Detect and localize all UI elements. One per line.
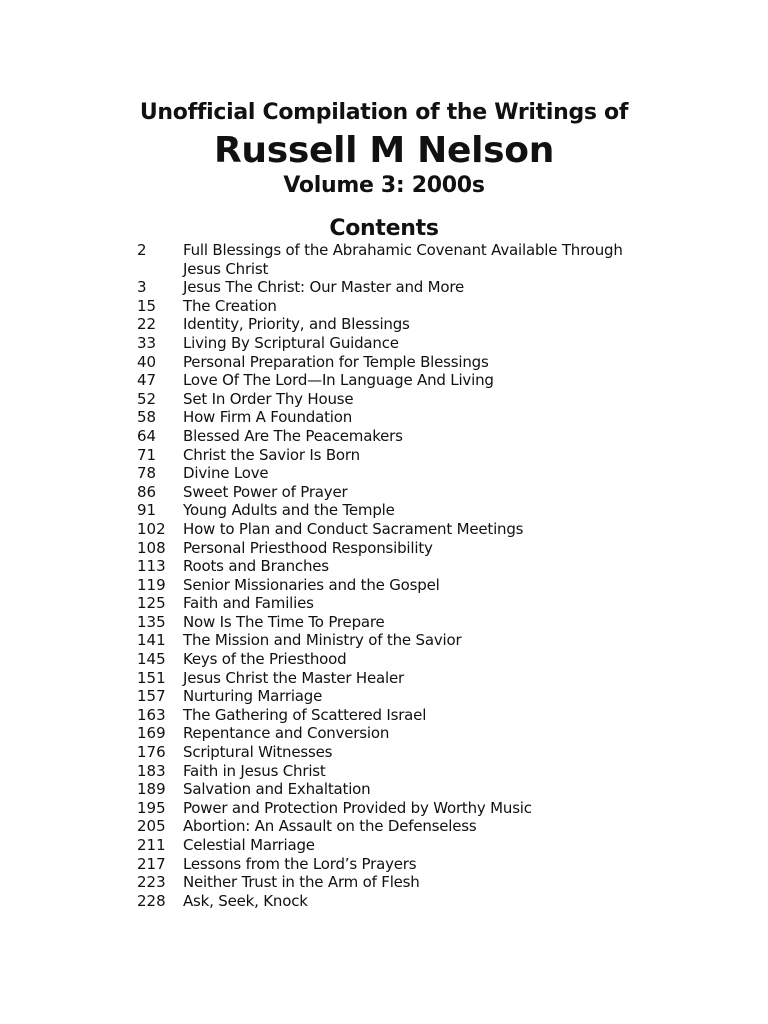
toc-entry (137, 762, 657, 781)
toc-entry-title: Christ the Savior Is Born (183, 445, 360, 464)
toc-page-number: 2 (137, 241, 147, 259)
toc-entry-title: Blessed Are The Peacemakers (183, 426, 403, 445)
toc-entry-title: Jesus The Christ: Our Master and More (183, 278, 465, 297)
toc-page-number: 102 (137, 519, 166, 538)
toc-page-number: 108 (137, 538, 166, 557)
toc-entry (137, 576, 657, 595)
toc-entry (137, 724, 657, 743)
toc-page-number: 119 (137, 575, 166, 594)
toc-entry-title: Full Blessings of the Abrahamic Covenant Available Through Jesus Christ (183, 241, 623, 278)
toc-entry (137, 631, 657, 650)
toc-entry-title: Scriptural Witnesses (183, 743, 333, 762)
toc-page-number: 52 (137, 389, 157, 408)
toc-entry-title: Nurturing Marriage (183, 687, 323, 706)
contents-heading: Contents (329, 216, 439, 241)
toc-page-number: 169 (137, 724, 166, 743)
toc-entry-title: Lessons from the Lord’s Prayers (183, 854, 417, 873)
toc-entry-title: How to Plan and Conduct Sacrament Meetings (183, 519, 524, 538)
toc-entry (137, 557, 657, 576)
toc-entry (137, 501, 657, 520)
toc-page-number: 125 (137, 594, 166, 613)
toc-entry (137, 687, 657, 706)
toc-entry-title: Identity, Priority, and Blessings (183, 315, 410, 334)
toc-page-number: 91 (137, 501, 157, 520)
toc-entry-title: Abortion: An Assault on the Defenseless (183, 817, 477, 836)
toc-entry-title: The Creation (183, 296, 277, 315)
toc-entry (137, 836, 657, 855)
toc-entry (137, 297, 657, 316)
toc-entry (137, 464, 657, 483)
toc-entry (137, 743, 657, 762)
toc-entry-title: Personal Priesthood Responsibility (183, 538, 433, 557)
toc-entry-title: Personal Preparation for Temple Blessings (183, 352, 489, 371)
toc-page-number: 151 (137, 668, 166, 687)
toc-entry (137, 520, 657, 539)
toc-page-number: 217 (137, 854, 166, 873)
toc-page-number: 183 (137, 761, 166, 780)
toc-page-number: 163 (137, 705, 166, 724)
toc-page-number: 64 (137, 426, 157, 445)
toc-entry-title: Repentance and Conversion (183, 724, 390, 743)
toc-entry-title: Divine Love (183, 464, 269, 483)
toc-entry (137, 278, 657, 297)
toc-entry-title: Faith and Families (183, 594, 314, 613)
toc-page-number: 135 (137, 612, 166, 631)
toc-entry-title: The Gathering of Scattered Israel (183, 705, 427, 724)
volume-label: Volume 3: 2000s (283, 173, 485, 198)
toc-page-number: 3 (137, 278, 147, 297)
toc-entry (137, 669, 657, 688)
toc-entry (137, 892, 657, 911)
toc-page-number: 86 (137, 482, 157, 501)
toc-page-number: 205 (137, 817, 166, 836)
toc-entry-title: Senior Missionaries and the Gospel (183, 575, 440, 594)
toc-entry (137, 539, 657, 558)
toc-entry (137, 817, 657, 836)
toc-entry-title: Celestial Marriage (183, 836, 315, 854)
toc-entry-title: Neither Trust in the Arm of Flesh (183, 873, 420, 892)
toc-entry-title: Set In Order Thy House (183, 389, 354, 408)
toc-entry (137, 650, 657, 669)
toc-entry (137, 390, 657, 409)
toc-page-number: 22 (137, 315, 157, 334)
toc-page-number: 15 (137, 296, 157, 315)
toc-entry-title: Salvation and Exhaltation (183, 780, 371, 799)
toc-page-number: 40 (137, 352, 157, 371)
toc-entry-title: Sweet Power of Prayer (183, 482, 348, 501)
toc-entry-title: Young Adults and the Temple (183, 501, 395, 520)
toc-entry (137, 780, 657, 799)
toc-entry (137, 613, 657, 632)
document-subtitle: Unofficial Compilation of the Writings of (139, 100, 629, 125)
toc-page-number: 211 (137, 836, 166, 854)
toc-entry-title: Jesus Christ the Master Healer (183, 668, 404, 687)
table-of-contents (137, 241, 657, 910)
document-title: Russell M Nelson (213, 130, 555, 171)
toc-entry-title: Roots and Branches (183, 557, 329, 576)
toc-entry (137, 334, 657, 353)
toc-page-number: 78 (137, 464, 157, 483)
toc-entry-title: Now Is The Time To Prepare (183, 612, 385, 631)
toc-entry (137, 408, 657, 427)
toc-entry (137, 594, 657, 613)
toc-entry-title: Love Of The Lord—In Language And Living (183, 371, 494, 390)
toc-entry (137, 446, 657, 465)
title-block (0, 96, 768, 200)
toc-entry (137, 241, 657, 278)
toc-page-number: 145 (137, 650, 166, 669)
toc-entry (137, 873, 657, 892)
toc-page-number: 113 (137, 557, 166, 576)
toc-entry-title: Keys of the Priesthood (183, 650, 347, 669)
toc-entry (137, 427, 657, 446)
toc-entry-title: The Mission and Ministry of the Savior (183, 631, 462, 650)
toc-entry-title: Power and Protection Provided by Worthy Music (183, 798, 532, 817)
toc-entry (137, 371, 657, 390)
toc-entry (137, 315, 657, 334)
toc-page-number: 47 (137, 371, 157, 390)
toc-page-number: 71 (137, 445, 157, 464)
toc-entry (137, 483, 657, 502)
toc-page-number: 176 (137, 743, 166, 762)
toc-entry (137, 855, 657, 874)
toc-page-number: 33 (137, 333, 157, 352)
toc-entry (137, 799, 657, 818)
toc-entry-title: Living By Scriptural Guidance (183, 333, 399, 352)
toc-entry-title: Faith in Jesus Christ (183, 761, 326, 780)
toc-page-number: 58 (137, 408, 157, 427)
toc-page-number: 228 (137, 891, 166, 910)
toc-page-number: 223 (137, 873, 166, 892)
toc-page-number: 189 (137, 780, 166, 799)
toc-entry-title: How Firm A Foundation (183, 408, 353, 427)
toc-page-number: 195 (137, 798, 166, 817)
toc-page-number: 157 (137, 687, 166, 706)
toc-entry-title: Ask, Seek, Knock (183, 891, 308, 910)
toc-entry (137, 706, 657, 725)
toc-entry (137, 353, 657, 372)
toc-page-number: 141 (137, 631, 166, 650)
